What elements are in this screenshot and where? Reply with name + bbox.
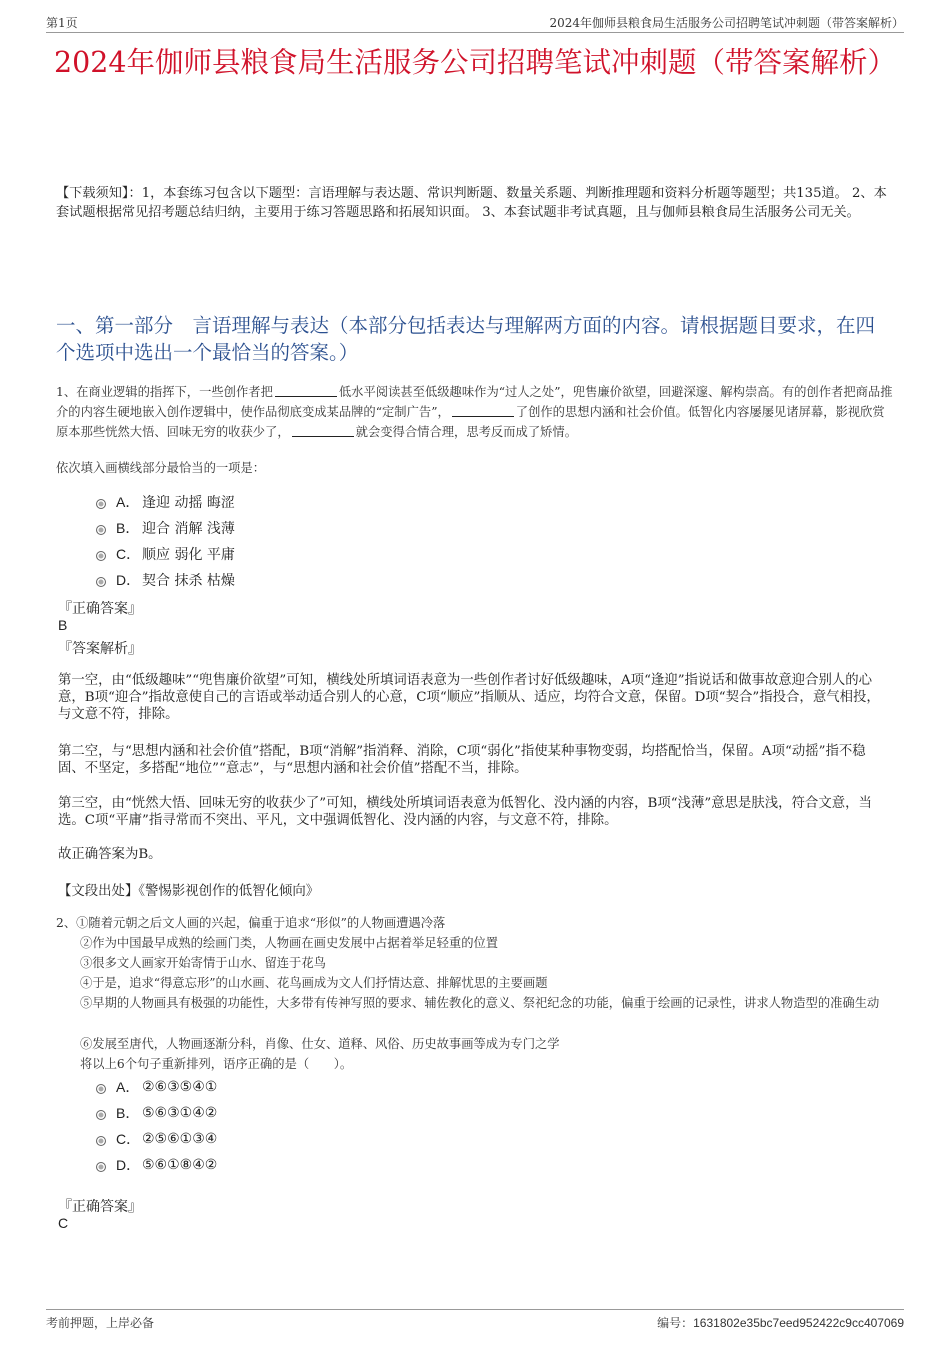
running-header-title: 2024年伽师县粮食局生活服务公司招聘笔试冲刺题（带答案解析） [549, 16, 904, 30]
option-key: C． [116, 1131, 141, 1147]
radio-icon[interactable] [96, 1084, 106, 1094]
fill-blank [292, 423, 354, 437]
option-key: A． [116, 1079, 140, 1095]
radio-icon[interactable] [96, 525, 106, 535]
q2-instruction: 将以上6个句子重新排列，语序正确的是（ ）。 [80, 1057, 353, 1071]
q2-line: ⑤早期的人物画具有极强的功能性，大多带有传神写照的要求、辅佐教化的意义、祭祀纪念的功能，偏重于绘画的记录性，讲求人物造型的准确生动 [80, 996, 880, 1010]
option-text: ②⑤⑥①③④ [142, 1131, 218, 1147]
footer-divider [46, 1309, 904, 1310]
radio-icon[interactable] [96, 1110, 106, 1120]
option-key: A． [116, 494, 140, 510]
q1-analysis-paragraph: 第二空，与“思想内涵和社会价值”搭配，B项“消解”指消释、消除，C项“弱化”指使某种事物变弱，均搭配恰当，保留。A项“动摇”指不稳固、不坚定，多搭配“地位”“意志”，与“思想内涵和社会价值”搭配不当，排除。 [58, 744, 866, 776]
fill-blank [275, 383, 337, 397]
option-key: B． [116, 1105, 140, 1121]
q1-analysis-paragraph: 第三空，由“恍然大悟、回味无穷的收获少了”可知，横线处所填词语表意为低智化、没内涵的内容，B项“浅薄”意思是肤浅，符合文意，当选。C项“平庸”指寻常而不突出、平凡，文中强调低智化、没内涵的内容，与文意不符，排除。 [58, 796, 872, 828]
code-label: 编号： [657, 1316, 694, 1330]
q2-line: ②作为中国最早成熟的绘画门类，人物画在画史发展中占据着举足轻重的位置 [80, 936, 499, 950]
option-text: ②⑥③⑤④① [142, 1079, 218, 1095]
option-text: 顺应 弱化 平庸 [142, 547, 235, 563]
download-notice: 【下载须知】：1，本套练习包含以下题型：言语理解与表达题、常识判断题、数量关系题、判断推理题和资料分析题等题型；共135道。 2、本套试题根据常见招考题总结归纳，主要用于练习答题思路和拓展知识面。 3、本套试题非考试真题，且与伽师县粮食局生活服务公司无关。 [56, 186, 887, 220]
q1-analysis-paragraph: 第一空，由“低级趣味”“兜售廉价欲望”可知，横线处所填词语表意为一些创作者讨好低级趣味，A项“逢迎”指说话和做事故意迎合别人的心意，B项“迎合”指故意使自己的言语或举动适合别人的心意，C项“顺应”指顺从、适应，均符合文意，保留。D项“契合”指投合，意气相投，与文意不符，排除。 [58, 673, 880, 722]
radio-icon[interactable] [96, 499, 106, 509]
option-text: ⑤⑥①⑧④② [142, 1157, 218, 1173]
q1-analysis-paragraph: 故正确答案为B。 [58, 847, 162, 862]
code-value: 1631802e35bc7eed952422c9cc407069 [693, 1316, 904, 1330]
q2-line: ③很多文人画家开始寄情于山水、留连于花鸟 [80, 956, 326, 970]
q1-option-a[interactable] [96, 492, 235, 512]
radio-icon[interactable] [96, 551, 106, 561]
page-number: 第1页 [46, 16, 78, 30]
option-text: 逢迎 动摇 晦涩 [142, 495, 235, 511]
document-code [657, 1314, 904, 1331]
q2-option-d[interactable] [96, 1155, 217, 1175]
q1-answer: B [58, 617, 68, 633]
fill-blank [452, 403, 514, 417]
document-title: 2024年伽师县粮食局生活服务公司招聘笔试冲刺题（带答案解析） [53, 46, 897, 79]
q1-option-c[interactable] [96, 544, 235, 564]
q2-option-a[interactable] [96, 1077, 217, 1097]
q2-line: 2、①随着元朝之后文人画的兴起，偏重于追求“形似”的人物画遭遇冷落 [56, 916, 446, 930]
radio-icon[interactable] [96, 577, 106, 587]
section-heading: 一、第一部分 言语理解与表达（本部分包括表达与理解两方面的内容。请根据题目要求，在四个选项中选出一个最恰当的答案。） [56, 314, 876, 364]
option-text: ⑤⑥③①④② [142, 1105, 218, 1121]
q1-answer-label: 『正确答案』 [58, 601, 142, 617]
radio-icon[interactable] [96, 1136, 106, 1146]
q2-option-c[interactable] [96, 1129, 217, 1149]
q1-option-b[interactable] [96, 518, 235, 538]
q1-text-part1: 1、在商业逻辑的指挥下，一些创作者把 [56, 385, 273, 399]
q1-analysis-label: 『答案解析』 [58, 641, 142, 657]
option-key: D． [116, 572, 141, 588]
option-key: D． [116, 1157, 141, 1173]
q1-source: 【文段出处】《警惕影视创作的低智化倾向》 [58, 884, 320, 899]
q2-line: ⑥发展至唐代，人物画逐渐分科，肖像、仕女、道释、风俗、历史故事画等成为专门之学 [80, 1037, 560, 1051]
q1-instruction: 依次填入画横线部分最恰当的一项是： [56, 461, 266, 475]
q2-answer-label: 『正确答案』 [58, 1199, 142, 1215]
q1-text-part3: 了创作的思想内涵和社会价值。低智化内容屡屡见诸屏幕，影视欣赏原本那些恍然大悟、回味无穷的收获少了， [56, 405, 885, 439]
radio-icon[interactable] [96, 1162, 106, 1172]
footer-slogan: 考前押题，上岸必备 [46, 1316, 155, 1330]
q1-text-part4: 就会变得合情合理，思考反而成了矫情。 [355, 425, 578, 439]
header-divider [46, 32, 904, 33]
q1-option-d[interactable] [96, 570, 235, 590]
option-key: B． [116, 520, 140, 536]
option-text: 契合 抹杀 枯燥 [142, 573, 235, 589]
question-1-stem [56, 382, 894, 442]
q1-text-part2: 低水平阅读甚至低级趣味作为“过人之处”，兜售廉价欲望，回避深邃、解构崇高。有的创作者把商品推介的内容生硬地嵌入创作逻辑中，使作品彻底变成某品牌的“定制广告”， [56, 385, 893, 419]
q2-answer: C [58, 1215, 69, 1231]
q2-line: ④于是，追求“得意忘形”的山水画、花鸟画成为文人们抒情达意、排解忧思的主要画题 [80, 976, 548, 990]
option-key: C． [116, 546, 141, 562]
option-text: 迎合 消解 浅薄 [142, 521, 235, 537]
q2-option-b[interactable] [96, 1103, 217, 1123]
